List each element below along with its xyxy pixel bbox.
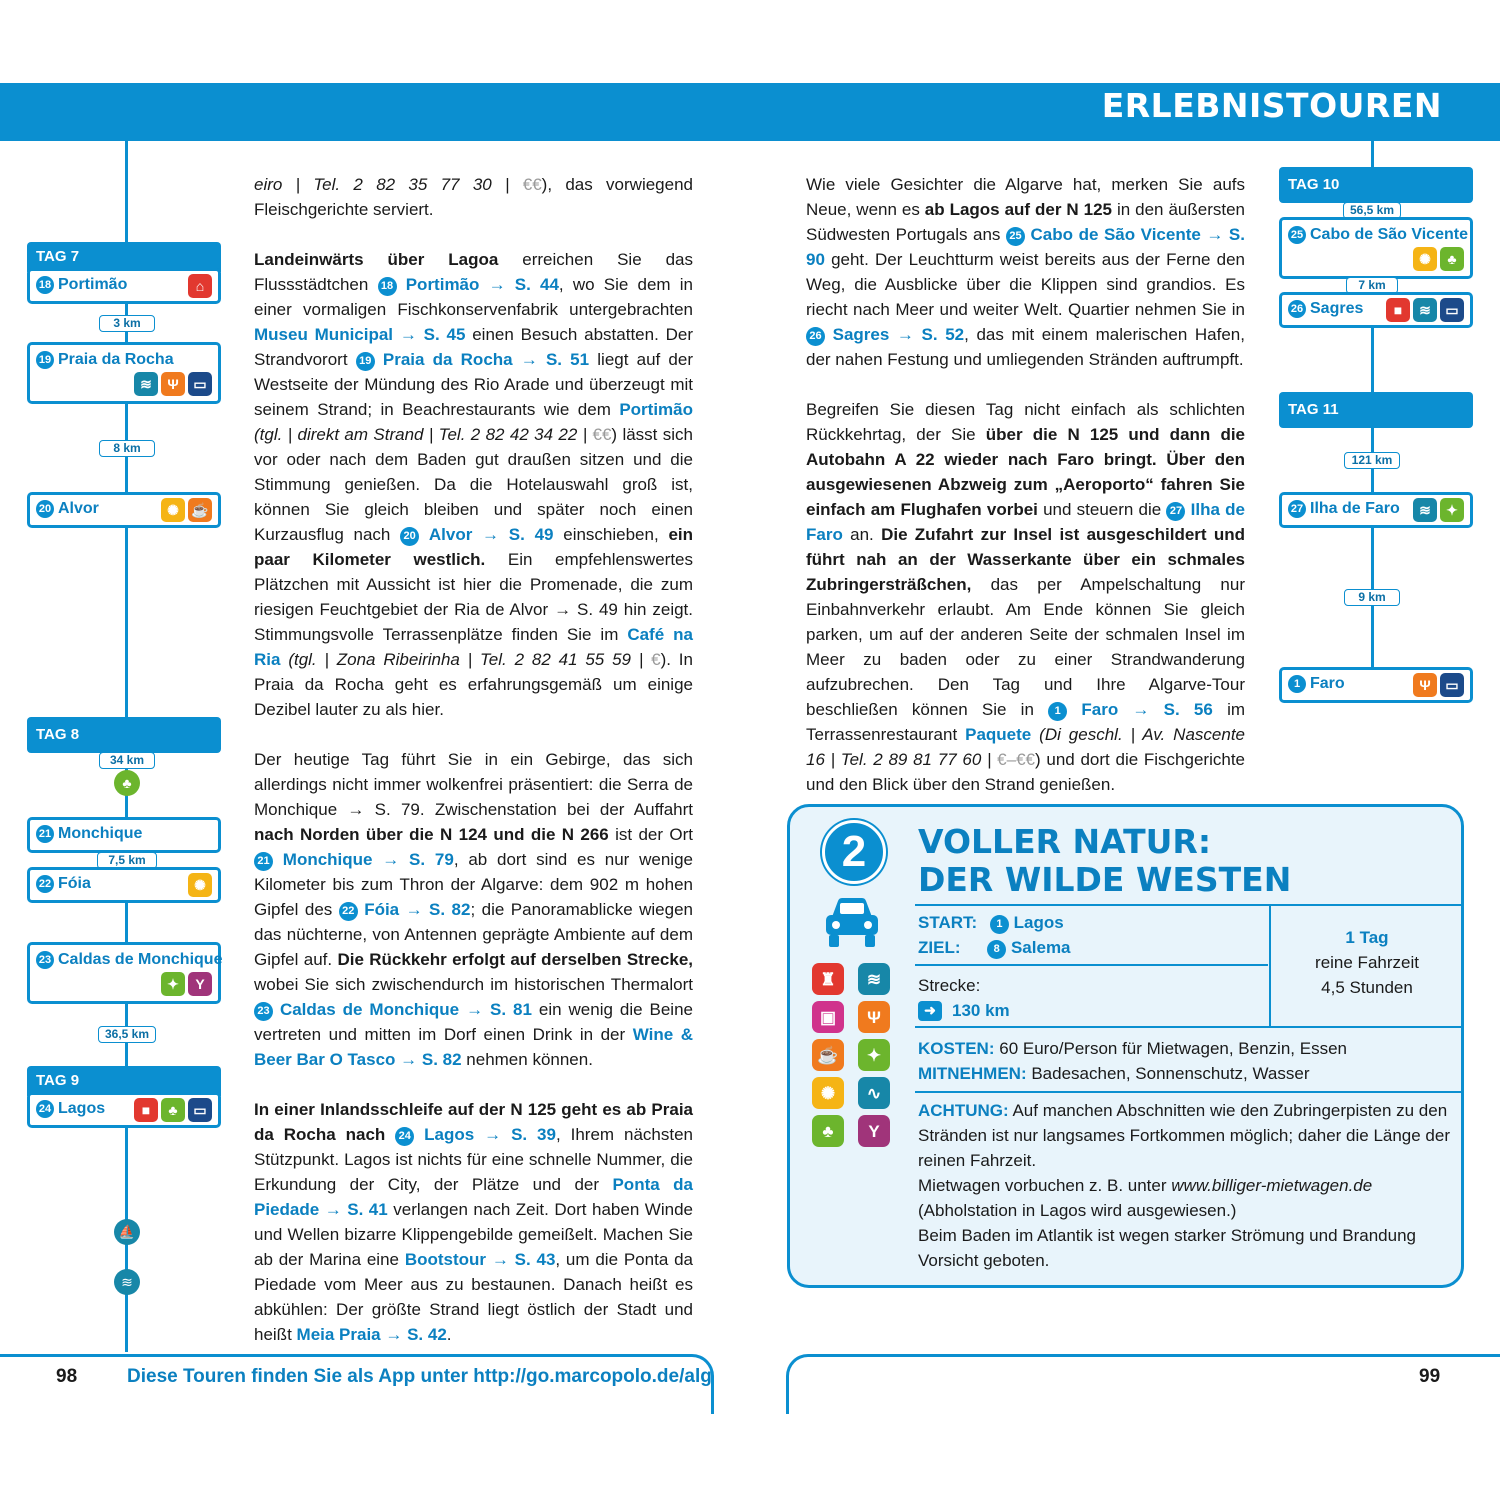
restaurant-icon: Ψ	[858, 1001, 890, 1033]
city-icon: ■	[134, 1098, 158, 1122]
stop-faro[interactable]	[1279, 667, 1473, 703]
tour-title-line1: VOLLER NATUR:	[918, 822, 1212, 861]
achtung-block	[918, 1098, 1453, 1273]
strecke-value: 130 km	[952, 1001, 1010, 1020]
achtung-value: Auf manchen Abschnitten wie den Zubringerpisten zu den Stränden ist nur langsames Fortkommen möglich; daher die Länge der reinen Fahrzeit.	[918, 1101, 1451, 1170]
viewpoint-icon: ✺	[1413, 247, 1437, 271]
beach-icon: ≋	[1413, 498, 1437, 522]
tag-10-header: TAG 10	[1279, 167, 1473, 203]
duration-label: reine Fahrzeit	[1315, 953, 1419, 972]
distance-label: 7,5 km	[97, 852, 157, 869]
section-title: ERLEBNISTOUREN	[1101, 86, 1442, 125]
stop-name: Fóia	[58, 875, 91, 892]
stop-number: 20	[36, 500, 54, 518]
distance-label: 8 km	[99, 440, 155, 457]
achtung-label: ACHTUNG:	[918, 1101, 1009, 1120]
divider	[915, 1026, 1464, 1028]
arrow-right-icon: ➜	[918, 1001, 942, 1021]
stop-name: Portimão	[58, 276, 128, 293]
viewpoint-icon: ✺	[188, 873, 212, 897]
mitnehmen-row	[918, 1061, 1310, 1086]
cocktail-icon: Y	[188, 972, 212, 996]
distance-label: 9 km	[1344, 589, 1400, 606]
restaurant-icon: Ψ	[161, 372, 185, 396]
stop-name: Lagos	[58, 1100, 106, 1117]
duration-days: 1 Tag	[1345, 928, 1389, 947]
beach-icon: ≋	[858, 963, 890, 995]
stop-name: Faro	[1310, 675, 1345, 692]
stop-number: 26	[1288, 300, 1306, 318]
beach-icon: ≋	[1413, 298, 1437, 322]
hiking-icon: ✦	[858, 1039, 890, 1071]
stop-number: 25	[1288, 226, 1306, 244]
beach-icon: ≋	[134, 372, 158, 396]
stop-monchique[interactable]	[27, 817, 221, 853]
tour-info-box	[787, 804, 1464, 1288]
footer-right-frame	[786, 1354, 1500, 1414]
ziel-row	[918, 935, 1071, 960]
cocktail-icon: Y	[858, 1115, 890, 1147]
tag-11-header: TAG 11	[1279, 392, 1473, 428]
hotel-icon: ▭	[188, 372, 212, 396]
nature-tree-icon: ♣	[161, 1098, 185, 1122]
viewpoint-icon: ✺	[161, 498, 185, 522]
stop-ilha-de-faro[interactable]	[1279, 492, 1473, 528]
museum-icon: ⌂	[188, 274, 212, 298]
tour-icon-grid	[812, 963, 890, 1147]
boat-icon: ⛵	[114, 1219, 140, 1245]
nature-tree-icon: ♣	[114, 770, 140, 796]
duration-block	[1272, 925, 1462, 1000]
divider-vertical	[1269, 904, 1271, 1027]
mietwagen-url[interactable]: www.billiger-mietwagen.de	[1171, 1176, 1373, 1195]
mietwagen-text: Mietwagen vorbuchen z. B. unter	[918, 1176, 1167, 1195]
tour-number: 2	[822, 820, 886, 884]
hiking-icon: ✦	[1440, 498, 1464, 522]
stop-praia-da-rocha[interactable]	[27, 342, 221, 404]
right-text-column: Wie viele Gesichter die Algarve hat, merken Sie aufs Neue, wenn es ab Lagos auf der N 125 in den äußersten Südwesten Portugals ans 25 Cabo de São Vicente → S. 90 geht. Der Leuchtturm weist bereits aus der Ferne den Weg, die Ausblicke über die Klippen sind grandios. Es riecht nach Meer und weiter Welt. Quartier nehmen Sie in 26 Sagres → S. 52, das mit einem malerischen Hafen, der nahen Festung und umliegenden Stränden auftrumpft. Begreifen Sie diesen Tag nicht einfach als schlichten Rückkehrtag, der Sie über die N 125 und dann die Autobahn A 22 wieder nach Faro bringt. Über den ausgewiesenen Abzweig zum „Aeroporto“ fahren Sie einfach am Flughafen vorbei und steuern die 27 Ilha de Faro an. Die Zufahrt zur Insel ist ausgeschildert und führt nah an der Wasserkante über ein schmales Zubringersträßchen, das per Ampelschaltung nur Einbahnverkehr erlaubt. Am Ende können Sie gleich parken, um auf der anderen Seite der schmalen Insel im Meer zu baden oder zu einer Strandwanderung aufzubrechen. Den Tag und Ihre Algarve-Tour beschließen können Sie in 1 Faro → S. 56 im Terrassenrestaurant Paquete (Di geschl. | Av. Nascente 16 | Tel. 2 89 81 77 60 | €–€€) und dort die Fischgerichte und den Blick über den Strand genießen.	[806, 175, 1246, 794]
kosten-value: 60 Euro/Person für Mietwagen, Benzin, Essen	[999, 1039, 1347, 1058]
distance-label: 7 km	[1346, 277, 1398, 294]
page-number-right: 99	[1419, 1366, 1441, 1387]
stop-number: 22	[36, 875, 54, 893]
mitnehmen-value: Badesachen, Sonnenschutz, Wasser	[1031, 1064, 1310, 1083]
stop-name: Praia da Rocha	[58, 351, 174, 368]
stop-number: 24	[36, 1100, 54, 1118]
stop-name: Cabo de São Vicente	[1310, 226, 1468, 243]
ziel-number: 8	[987, 940, 1006, 959]
distance-label: 3 km	[99, 315, 155, 332]
hotel-icon: ▭	[188, 1098, 212, 1122]
tour-title-line2: DER WILDE WESTEN	[918, 860, 1292, 899]
abhol-text: (Abholstation in Lagos wird ausgewiesen.)	[918, 1201, 1237, 1220]
distance-label: 36,5 km	[98, 1026, 156, 1043]
stop-number: 1	[1288, 675, 1306, 693]
stop-name: Sagres	[1310, 300, 1364, 317]
stop-caldas-de-monchique[interactable]	[27, 942, 221, 1004]
page-number-left: 98	[56, 1366, 78, 1387]
car-icon	[822, 895, 882, 951]
app-link-text[interactable]: Diese Touren finden Sie als App unter http://go.marcopolo.de/alg	[127, 1366, 712, 1387]
baden-text: Beim Baden im Atlantik ist wegen starker Strömung und Brandung Vorsicht geboten.	[918, 1226, 1416, 1270]
stop-number: 27	[1288, 500, 1306, 518]
stop-lagos[interactable]	[27, 1092, 221, 1128]
kosten-label: KOSTEN:	[918, 1039, 995, 1058]
divider	[915, 964, 1268, 966]
divider	[915, 1091, 1464, 1093]
duration-hours: 4,5 Stunden	[1321, 978, 1413, 997]
beach-icon: ≋	[114, 1269, 140, 1295]
stop-name: Monchique	[58, 825, 143, 842]
mitnehmen-label: MITNEHMEN:	[918, 1064, 1027, 1083]
stop-foia[interactable]	[27, 867, 221, 903]
stop-number: 18	[36, 276, 54, 294]
distance-label: 121 km	[1344, 452, 1400, 469]
tag-8-header: TAG 8	[27, 717, 221, 753]
shopping-icon: ▣	[812, 1001, 844, 1033]
viewpoint-icon: ✺	[812, 1077, 844, 1109]
stop-number: 21	[36, 825, 54, 843]
distance-label: 56,5 km	[1343, 202, 1401, 219]
stop-sagres[interactable]	[1279, 292, 1473, 328]
start-value: Lagos	[1013, 913, 1064, 932]
tag-7-header: TAG 7	[27, 242, 221, 272]
city-icon: ■	[1386, 298, 1410, 322]
strecke-row	[918, 998, 1010, 1023]
castle-icon: ♜	[812, 963, 844, 995]
left-text-column: eiro | Tel. 2 82 35 77 30 | €€), das vorwiegend Fleischgerichte serviert. Landeinwärts über Lagoa erreichen Sie das Flussstädtchen 18 Portimão → S. 44, wo Sie dem in einer vormaligen Fischkonservenfabrik untergebrachten Museu Municipal → S. 45 einen Besuch abstatten. Der Strandvorort 19 Praia da Rocha → S. 51 liegt auf der Westseite der Mündung des Rio Arade und überzeugt mit seinem Strand; in Beachrestaurants wie dem Portimão (tgl. | direkt am Strand | Tel. 2 82 42 34 22 | €€) lässt sich vor oder nach dem Baden gut draußen sitzen und die Stimmung genießen. Da die Hotelauswahl groß ist, können Sie gleich bleiben und später noch einen Kurzausflug nach 20 Alvor → S. 49 einschieben, ein paar Kilometer westlich. Ein empfehlenswertes Plätzchen mit Aussicht ist hier die Promenade, die zum riesigen Feuchtgebiet der Ria de Alvor → S. 49 hin zeigt. Stimmungsvolle Terrassenplätze finden Sie im Café na Ria (tgl. | Zona Ribeirinha | Tel. 2 82 41 55 59 | €). In Praia da Rocha geht es erfahrungsgemäß um einige Dezibel lauter zu als hier. Der heutige Tag führt Sie in ein Gebirge, das sich allerdings nicht immer wolkenfrei präsentiert: die Serra de Monchique → S. 79. Zwischenstation bei der Auffahrt nach Norden über die N 124 und die N 266 ist der Ort 21 Monchique → S. 79, ab dort sind es nur wenige Kilometer bis zum Thron der Algarve: dem 902 m hohen Gipfel des 22 Fóia → S. 82; die Panoramablicke wiegen das nüchterne, von Antennen geprägte Ambiente auf dem Gipfel auf. Die Rückkehr erfolgt auf derselben Strecke, wobei Sie sich zwischendurch im historischen Thermalort 23 Caldas de Monchique → S. 81 ein wenig die Beine vertreten und mitten im Dorf einen Drink in der Wine & Beer Bar O Tasco → S. 82 nehmen können. In einer Inlandsschleife auf der N 125 geht es ab Praia da Rocha nach 24 Lagos → S. 39, Ihrem nächsten Stützpunkt. Lagos ist nichts für eine schnelle Nummer, die Erkundung der City, der Plätze und der Ponta da Piedade → S. 41 verlangen nach Zeit. Dort haben Winde und Wellen bizarre Klippengebilde gemeißelt. Machen Sie ab der Marina eine Bootstour → S. 43, um die Ponta da Piedade vom Meer aus zu bestaunen. Danach heißt es abkühlen: Der größte Strand liegt östlich der Stadt und heißt Meia Praia → S. 42.	[254, 175, 694, 1344]
stop-name: Alvor	[58, 500, 99, 517]
distance-label: 34 km	[99, 752, 155, 769]
stop-number: 23	[36, 951, 54, 969]
divider	[915, 904, 1464, 906]
stop-portimao[interactable]	[27, 268, 221, 304]
start-row	[918, 910, 1064, 935]
tour-title	[918, 823, 1291, 899]
tag-9-header: TAG 9	[27, 1066, 221, 1096]
swimming-icon: ∿	[858, 1077, 890, 1109]
hiking-icon: ✦	[161, 972, 185, 996]
stop-number: 19	[36, 351, 54, 369]
hotel-icon: ▭	[1440, 673, 1464, 697]
cafe-icon: ☕	[188, 498, 212, 522]
stop-name: Ilha de Faro	[1310, 500, 1400, 517]
start-number: 1	[990, 915, 1009, 934]
restaurant-icon: Ψ	[1413, 673, 1437, 697]
hotel-icon: ▭	[1440, 298, 1464, 322]
cafe-icon: ☕	[812, 1039, 844, 1071]
stop-name: Caldas de Monchique	[58, 951, 223, 968]
ziel-label: ZIEL:	[918, 938, 961, 957]
kosten-row	[918, 1036, 1347, 1061]
stop-alvor[interactable]	[27, 492, 221, 528]
ziel-value: Salema	[1010, 938, 1071, 957]
nature-tree-icon: ♣	[1440, 247, 1464, 271]
strecke-label: Strecke:	[918, 976, 981, 995]
start-label: START:	[918, 913, 978, 932]
stop-cabo-de-sao-vicente[interactable]	[1279, 217, 1473, 279]
nature-tree-icon: ♣	[812, 1115, 844, 1147]
